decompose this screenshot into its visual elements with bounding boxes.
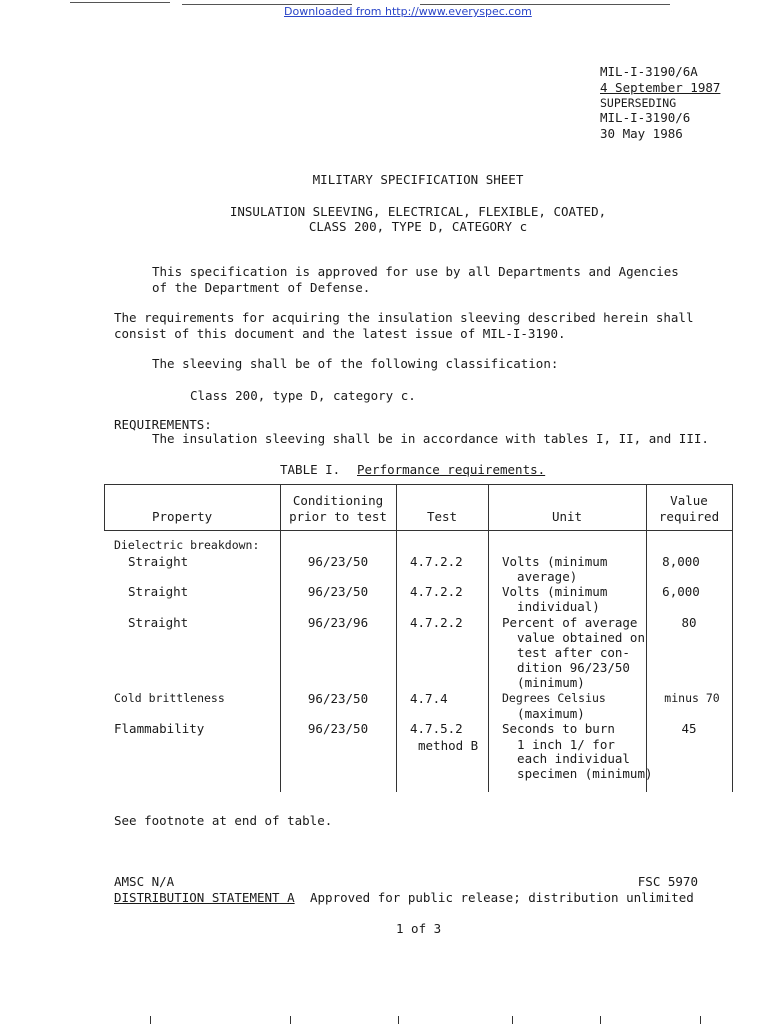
approval-statement-l2: of the Department of Defense. <box>152 280 371 295</box>
cell-unit-l2: (maximum) <box>502 706 585 721</box>
download-link[interactable]: Downloaded from http://www.everyspec.com <box>284 5 532 18</box>
cell-unit-l2: value obtained on <box>502 630 645 645</box>
header-value-l1: Value <box>670 493 708 508</box>
top-rule-left <box>70 2 170 3</box>
group-label-dielectric: Dielectric breakdown: <box>114 538 260 552</box>
cell-test: 4.7.2.2 <box>410 615 463 630</box>
superseded-doc-date: 30 May 1986 <box>600 126 683 141</box>
header-conditioning-l2: prior to test <box>289 509 387 524</box>
requirements-text: The insulation sleeving shall be in accordance with tables I, II, and III. <box>152 431 709 446</box>
cell-value: 8,000 <box>662 554 700 569</box>
bottom-mark <box>290 1016 291 1024</box>
cell-unit-l1: Degrees Celsius <box>502 691 606 705</box>
cell-value: minus 70 <box>664 691 720 705</box>
distribution-statement-text: Approved for public release; distribution unlimited <box>310 890 694 905</box>
classification-intro: The sleeving shall be of the following classification: <box>152 356 559 371</box>
header-value-l2: required <box>658 509 720 524</box>
header-property: Property <box>152 509 213 524</box>
cell-value: 6,000 <box>662 584 700 599</box>
approval-statement-l1: This specification is approved for use by all Departments and Agencies <box>152 264 679 279</box>
cell-test: 4.7.2.2 <box>410 584 463 599</box>
cell-unit-l1: Volts (minimum <box>502 584 608 599</box>
bottom-mark <box>700 1016 701 1024</box>
subject-title-line2: CLASS 200, TYPE D, CATEGORY c <box>308 219 528 234</box>
amsc-label: AMSC N/A <box>114 874 175 889</box>
subject-title-line1: INSULATION SLEEVING, ELECTRICAL, FLEXIBLE, COATED, <box>229 204 607 219</box>
header-conditioning-l1: Conditioning <box>292 493 384 508</box>
cell-conditioning: 96/23/50 <box>307 584 369 599</box>
cell-property: Flammability <box>114 721 205 736</box>
cell-test: 4.7.5.2 <box>410 721 463 736</box>
cell-conditioning: 96/23/50 <box>307 721 369 736</box>
cell-test-method: method B <box>418 738 479 753</box>
superseded-doc-id: MIL-I-3190/6 <box>600 110 691 125</box>
classification-value: Class 200, type D, category c. <box>190 388 416 403</box>
cell-unit-l1: Seconds to burn <box>502 721 615 736</box>
header-test: Test <box>426 509 458 524</box>
bottom-mark <box>512 1016 513 1024</box>
cell-unit-l2: individual) <box>502 599 600 614</box>
distribution-statement-label: DISTRIBUTION STATEMENT A <box>114 890 295 905</box>
header-unit: Unit <box>551 509 583 524</box>
cell-property: Cold brittleness <box>114 691 225 705</box>
page-number: 1 of 3 <box>396 921 442 936</box>
cell-test: 4.7.4 <box>410 691 448 706</box>
cell-unit-l1: Volts (minimum <box>502 554 608 569</box>
footnote-reference: See footnote at end of table. <box>114 813 333 828</box>
cell-unit-l2: 1 inch 1/ for <box>502 737 615 752</box>
table-caption-title: Performance requirements. <box>357 462 546 477</box>
requirements-statement-l1: The requirements for acquiring the insulation sleeving described herein shall <box>114 310 694 325</box>
cell-unit-l2: average) <box>502 569 578 584</box>
cell-property: Straight <box>128 554 189 569</box>
table-caption-prefix: TABLE I. <box>280 462 341 477</box>
cell-property: Straight <box>128 615 189 630</box>
fsc-label: FSC 5970 <box>637 874 698 889</box>
cell-conditioning: 96/23/50 <box>307 691 369 706</box>
cell-conditioning: 96/23/96 <box>307 615 369 630</box>
doc-date: 4 September 1987 <box>600 80 721 95</box>
cell-unit-l1: Percent of average <box>502 615 638 630</box>
cell-value: 80 <box>681 615 697 630</box>
bottom-mark <box>600 1016 601 1024</box>
cell-unit-l5: (minimum) <box>502 675 585 690</box>
bottom-mark <box>398 1016 399 1024</box>
doc-id: MIL-I-3190/6A <box>600 64 698 79</box>
requirements-statement-l2: consist of this document and the latest issue of MIL-I-3190. <box>114 326 566 341</box>
cell-unit-l3: each individual <box>502 751 630 766</box>
cell-property: Straight <box>128 584 189 599</box>
cell-value: 45 <box>681 721 697 736</box>
requirements-heading: REQUIREMENTS: <box>114 417 212 432</box>
cell-unit-l3: test after con- <box>502 645 630 660</box>
cell-conditioning: 96/23/50 <box>307 554 369 569</box>
cell-test: 4.7.2.2 <box>410 554 463 569</box>
bottom-mark <box>150 1016 151 1024</box>
superseding-label: SUPERSEDING <box>600 96 677 110</box>
sheet-title: MILITARY SPECIFICATION SHEET <box>312 172 524 187</box>
cell-unit-l4: specimen (minimum) <box>502 766 653 781</box>
cell-unit-l4: dition 96/23/50 <box>502 660 630 675</box>
